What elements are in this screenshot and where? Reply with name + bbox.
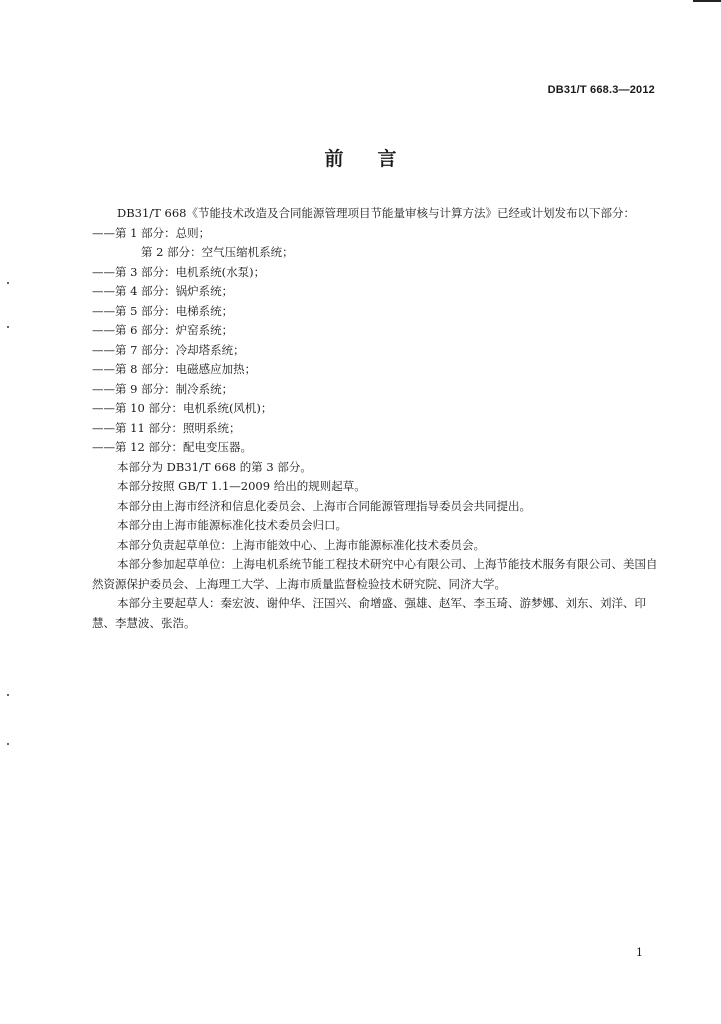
part-item: ——第 8 部分：电磁感应加热；: [92, 362, 257, 376]
part-item: ——第 10 部分：电机系统(风机)；: [92, 401, 273, 415]
parts-list: [92, 224, 662, 458]
part-item: ——第 11 部分：照明系统；: [92, 420, 241, 435]
part-item: ——第 5 部分：电梯系统；: [92, 303, 234, 318]
page-title: 前言: [324, 148, 431, 170]
document-number: DB31/T 668.3—2012: [547, 84, 655, 96]
page-number: 1: [636, 946, 643, 959]
part-item: 第 2 部分：空气压缩机系统；: [141, 245, 294, 259]
paragraph: 本部分主要起草人：秦宏波、谢仲华、汪国兴、俞增盛、强雄、赵军、李玉琦、游梦娜、刘东、刘洋、印慧、李慧波、张浩。: [92, 596, 646, 630]
paragraph: 本部分由上海市经济和信息化委员会、上海市合同能源管理指导委员会共同提出。: [117, 498, 531, 513]
paragraph: 本部分负责起草单位：上海市能效中心、上海市能源标准化技术委员会。: [117, 537, 485, 552]
paragraph: 本部分按照 GB/T 1.1—2009 给出的规则起草。: [117, 479, 366, 493]
scan-dot: [7, 694, 9, 696]
paragraph: 本部分由上海市能源标准化技术委员会归口。: [117, 518, 347, 532]
part-item: ——第 12 部分：配电变压器。: [92, 440, 252, 454]
part-item: ——第 7 部分：冷却塔系统；: [92, 342, 245, 357]
paragraph: 本部分参加起草单位：上海电机系统节能工程技术研究中心有限公司、上海节能技术服务有限公司、美国自然资源保护委员会、上海理工大学、上海市质量监督检验技术研究院、同济大学。: [92, 557, 658, 591]
part-item: ——第 3 部分：电机系统(水泵)；: [92, 264, 266, 279]
scan-dot: [7, 282, 9, 284]
part-item: ——第 6 部分：炉窑系统；: [92, 323, 234, 337]
part-item: ——第 1 部分：总则；: [92, 225, 211, 240]
scan-dot: [7, 743, 9, 745]
intro-paragraph: DB31/T 668《节能技术改造及合同能源管理项目节能量审核与计算方法》已经或计划发布以下部分：: [117, 206, 635, 220]
foreword-body: [92, 204, 662, 633]
scan-corner-mark: [693, 0, 721, 2]
part-item: ——第 9 部分：制冷系统；: [92, 381, 234, 396]
scan-dot: [7, 326, 9, 328]
paragraph: 本部分为 DB31/T 668 的第 3 部分。: [117, 459, 312, 474]
part-item: ——第 4 部分：锅炉系统；: [92, 284, 234, 298]
